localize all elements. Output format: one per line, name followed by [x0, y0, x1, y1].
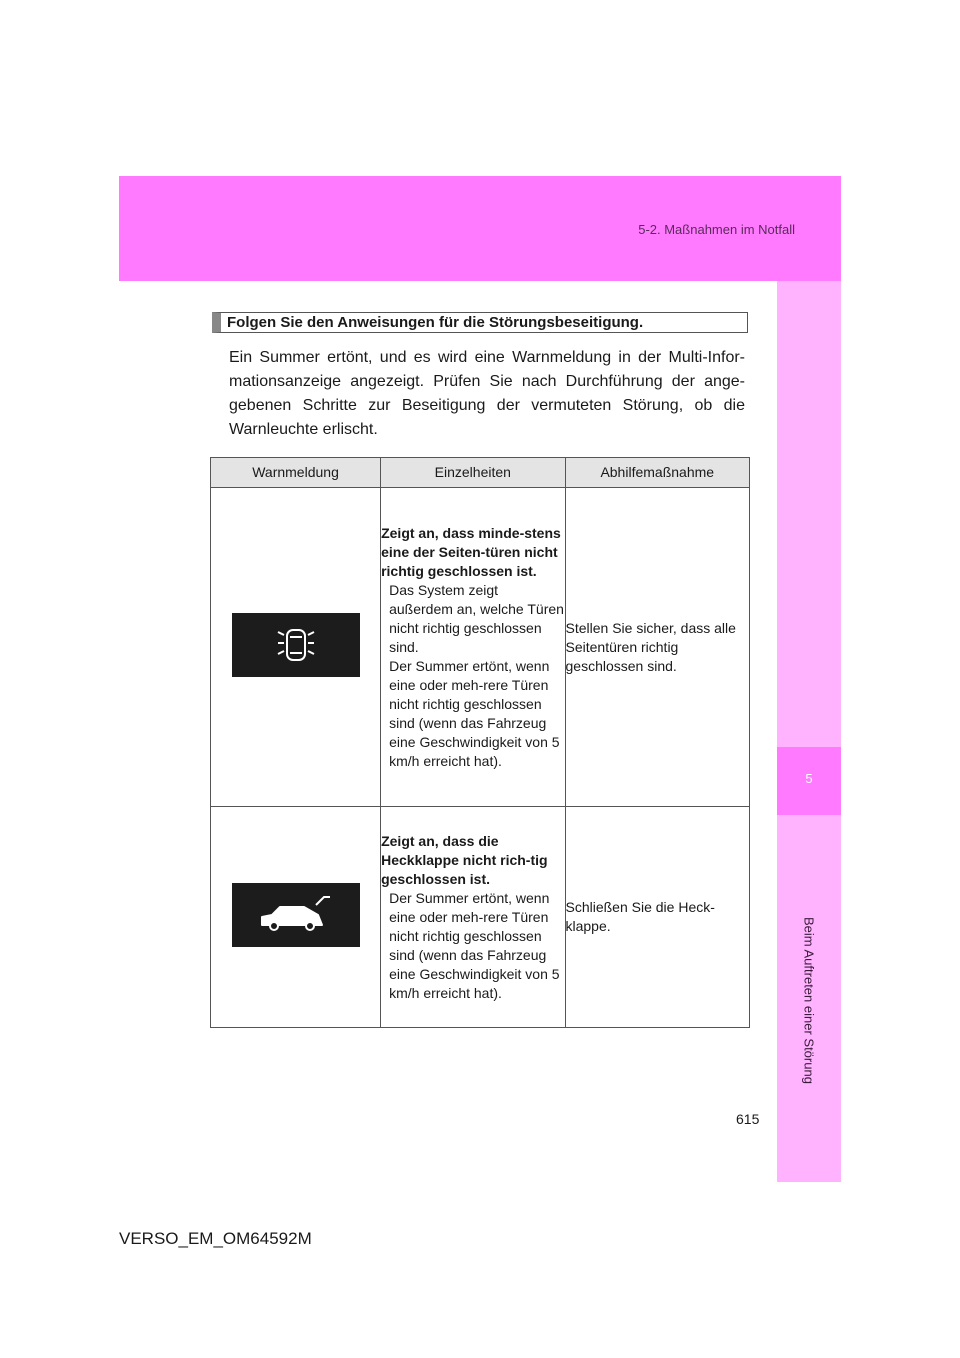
side-tab-lower — [777, 815, 841, 1182]
detail-body: Der Summer ertönt, wenn eine oder meh-rere Türen nicht richtig geschlossen sind (wenn das Fahrzeug eine Geschwindigkeit von 5 km/h erreicht hat). — [389, 889, 560, 1001]
header-einzelheiten: Einzelheiten — [381, 458, 565, 488]
page-number: 615 — [736, 1111, 760, 1127]
header-band — [119, 176, 841, 281]
intro-paragraph: Ein Summer ertönt, und es wird eine Warnmeldung in der Multi-Infor-mationsanzeige angezeigt. Prüfen Sie nach Durchführung der ange-gebenen Schritte zur Beseitigung der vermuteten Störung, ob die Warnleuchte erlischt. — [229, 349, 745, 438]
section-label: 5-2. Maßnahmen im Notfall — [638, 222, 795, 237]
remedy-cell: Stellen Sie sicher, dass alle Seitentüren richtig geschlossen sind. — [565, 488, 750, 807]
tailgate-open-warning-icon — [232, 883, 360, 947]
table-header-row — [211, 458, 750, 488]
detail-body: Der Summer ertönt, wenn eine oder meh-rere Türen nicht richtig geschlossen sind (wenn das Fahrzeug eine Geschwindigkeit von 5 km/h erreicht hat). — [389, 657, 560, 769]
table-row — [211, 807, 750, 1028]
remedy-cell: Schließen Sie die Heck-klappe. — [565, 807, 750, 1028]
door-open-warning-icon — [232, 613, 360, 677]
warning-table — [210, 457, 750, 1028]
warning-display-cell — [211, 807, 381, 1028]
detail-cell — [381, 488, 565, 807]
header-warnmeldung: Warnmeldung — [211, 458, 381, 488]
chapter-title: Beim Auftreten einer Störung — [801, 917, 817, 1084]
header-abhilfe: Abhilfemaßnahme — [565, 458, 750, 488]
chapter-number: 5 — [805, 771, 813, 786]
detail-body: Das System zeigt außerdem an, welche Türen nicht richtig geschlossen sind. — [389, 581, 564, 655]
warning-display-cell — [211, 488, 381, 807]
notice-title: Folgen Sie den Anweisungen für die Störungsbeseitigung. — [212, 312, 748, 333]
detail-head: Zeigt an, dass die Heckklappe nicht rich-tig geschlossen ist. — [381, 832, 548, 887]
side-tab-chapter[interactable] — [777, 747, 841, 815]
detail-head: Zeigt an, dass minde-stens eine der Seiten-türen nicht richtig geschlossen ist. — [381, 524, 561, 579]
detail-cell — [381, 807, 565, 1028]
document-code: VERSO_EM_OM64592M — [119, 1229, 312, 1248]
side-tab-upper — [777, 281, 841, 747]
table-row — [211, 488, 750, 807]
